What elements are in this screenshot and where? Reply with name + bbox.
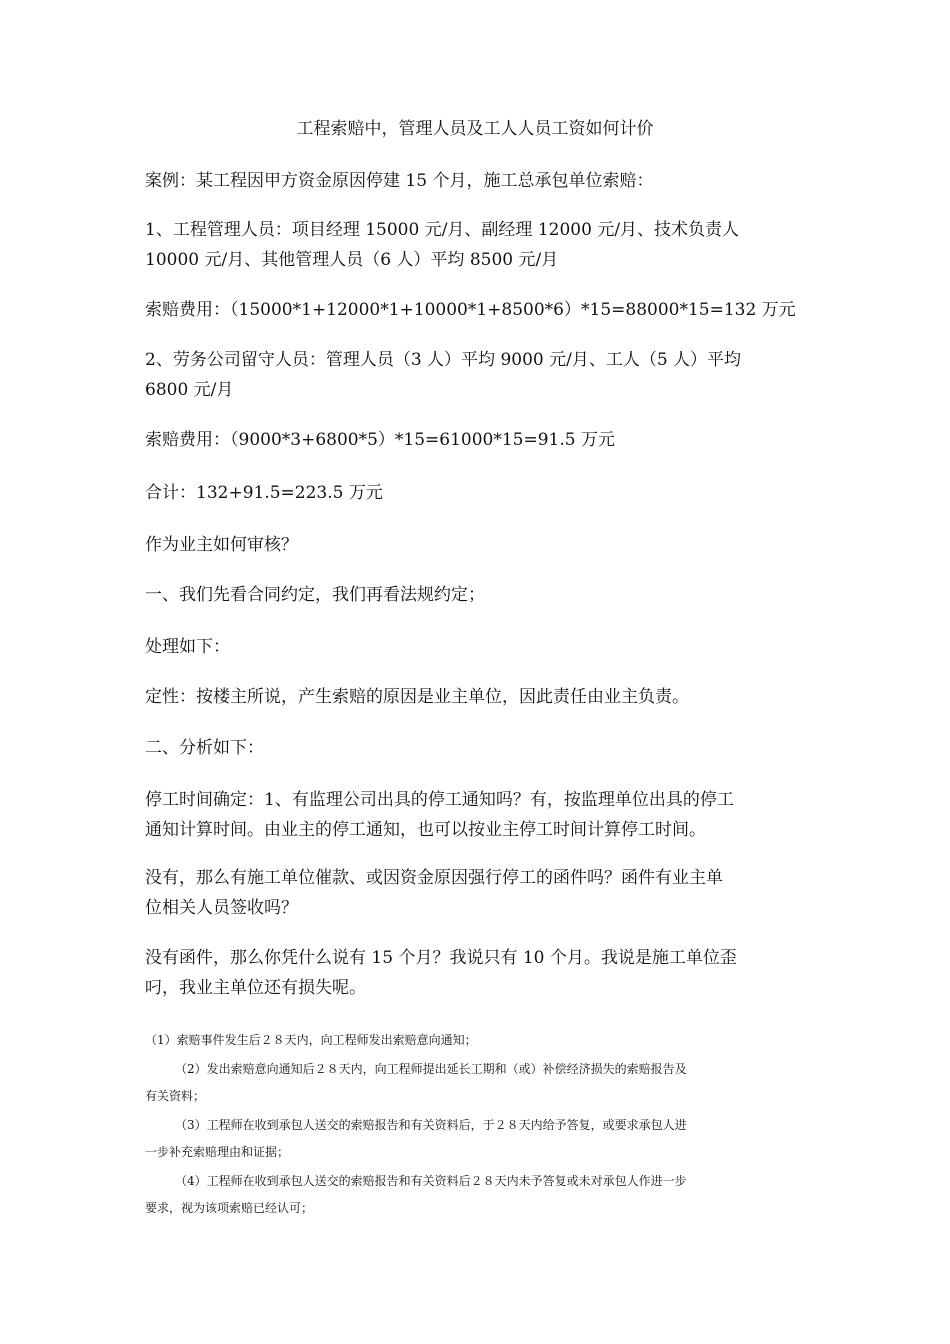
step-2: 二、分析如下： <box>145 738 264 758</box>
no-notice-paragraph <box>145 863 810 923</box>
claim-1-cost: 索赔费用：（15000*1+12000*1+10000*1+8500*6）*15=88000*15=132 万元 <box>145 300 796 320</box>
nature-determination: 定性：按楼主所说，产生索赔的原因是业主单位，因此责任由业主负责。 <box>145 687 689 707</box>
stop-time-line-1: 停工时间确定：1、有监理公司出具的停工通知吗？有，按监理单位出具的停工 <box>145 790 734 810</box>
review-question: 作为业主如何审核？ <box>145 535 298 555</box>
item-1-line-2: 10000 元/月、其他管理人员（6 人）平均 8500 元/月 <box>145 250 559 270</box>
clause-4-line-2: 要求，视为该项索赔已经认可； <box>145 1201 314 1215</box>
case-intro: 案例：某工程因甲方资金原因停建 15 个月，施工总承包单位索赔： <box>145 171 654 191</box>
no-letter-line-1: 没有函件，那么你凭什么说有 15 个月？我说只有 10 个月。我说是施工单位歪 <box>145 948 737 968</box>
clause-2 <box>145 1056 810 1110</box>
clause-3 <box>145 1112 810 1166</box>
item-2-line-1: 2、劳务公司留守人员：管理人员（3 人）平均 9000 元/月、工人（5 人）平均 <box>145 350 742 370</box>
claim-2-cost: 索赔费用：（9000*3+6800*5）*15=61000*15=91.5 万元 <box>145 430 615 450</box>
total-cost: 合计：132+91.5=223.5 万元 <box>145 483 383 503</box>
item-2-line-2: 6800 元/月 <box>145 380 234 400</box>
stop-time-paragraph <box>145 785 810 845</box>
clause-3-line-1: （3）工程师在收到承包人送交的索赔报告和有关资料后，于２８天内给予答复，或要求承包人进 <box>175 1118 687 1132</box>
stop-time-line-2: 通知计算时间。由业主的停工通知，也可以按业主停工时间计算停工时间。 <box>145 820 706 840</box>
document-title: 工程索赔中，管理人员及工人人员工资如何计价 <box>296 119 654 139</box>
clause-1: （1）索赔事件发生后２８天内，向工程师发出索赔意向通知； <box>145 1033 477 1047</box>
no-notice-line-2: 位相关人员签收吗？ <box>145 898 298 918</box>
item-1-line-1: 1、工程管理人员：项目经理 15000 元/月、副经理 12000 元/月、技术负责人 <box>145 220 740 240</box>
no-notice-line-1: 没有，那么有施工单位催款、或因资金原因强行停工的函件吗？函件有业主单 <box>145 868 723 888</box>
step-1: 一、我们先看合同约定，我们再看法规约定； <box>145 585 485 605</box>
item-1-management-staff <box>145 215 810 275</box>
clause-4 <box>145 1168 810 1222</box>
clause-3-line-2: 一步补充索赔理由和证据； <box>145 1145 290 1159</box>
item-2-labor-staff <box>145 345 810 405</box>
handling-heading: 处理如下： <box>145 637 230 657</box>
clause-2-line-1: （2）发出索赔意向通知后２８天内，向工程师提出延长工期和（或）补偿经济损失的索赔报告及 <box>175 1062 687 1076</box>
clause-2-line-2: 有关资料； <box>145 1089 206 1103</box>
clause-4-line-1: （4）工程师在收到承包人送交的索赔报告和有关资料后２８天内未予答复或未对承包人作进一步 <box>175 1174 687 1188</box>
no-letter-line-2: 叼，我业主单位还有损失呢。 <box>145 978 366 998</box>
no-letter-paragraph <box>145 943 810 1003</box>
